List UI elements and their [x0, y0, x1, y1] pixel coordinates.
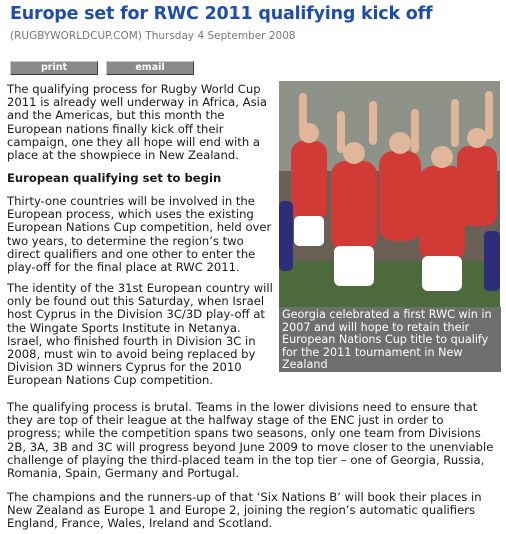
article-title: Europe set for RWC 2011 qualifying kick off: [10, 4, 433, 24]
article-date: Thursday 4 September 2008: [145, 30, 296, 42]
photo-caption: Georgia celebrated a first RWC win in 2007 and will hope to retain their European Nations Cup title to qualify for the 2011 tournament in New Zealand: [279, 307, 501, 372]
paragraph-intro: The qualifying process for Rugby World Cup 2011 is already well underway in Africa, Asia and the Americas, but this month the European nations finally kick off their campaign, one they all hope will end with a place at the showpiece in New Zealand.: [7, 82, 267, 163]
email-button[interactable]: email: [106, 61, 194, 75]
georgia-team-photo: [279, 81, 500, 307]
article-source: (RUGBYWORLDCUP.COM): [10, 30, 142, 42]
print-button[interactable]: print: [10, 61, 98, 75]
paragraph-six-nations-b: The champions and the runners-up of that ‘Six Nations B’ will book their places in New Zealand as Europe 1 and Europe 2, joining the region’s automatic qualifiers England, France, Wales, Ireland and Scotland.: [7, 490, 482, 531]
section-subheading: European qualifying set to begin: [7, 171, 222, 185]
article-byline: [10, 30, 296, 42]
photo-illustration: [279, 81, 500, 307]
paragraph-israel-cyprus: The identity of the 31st European country will only be found out this Saturday, when Israel host Cyprus in the Division 3C/3D play-off at the Wingate Sports Institute in Netanya. Israel, who finished fourth in Division 3C in 2008, must win to avoid being replaced by Division 3D winners Cyprus for the 2010 European Nations Cup competition.: [7, 281, 273, 388]
paragraph-countries: Thirty-one countries will be involved in the European process, which uses the existing European Nations Cup competition, held over two years, to determine the region’s two direct qualifiers and one other to enter the play-off for the final place at RWC 2011.: [7, 194, 272, 275]
paragraph-qualifying-process: The qualifying process is brutal. Teams in the lower divisions need to ensure that they are top of their league at the halfway stage of the ENC just in order to progress; while the competition spans two seasons, only one team from Divisions 2B, 3A, 3B and 3C will progress beyond June 2009 to move closer to the unenviable challenge of playing the third-placed team in the top tier – one of Georgia, Russia, Romania, Spain, Germany and Portugal.: [7, 400, 494, 481]
